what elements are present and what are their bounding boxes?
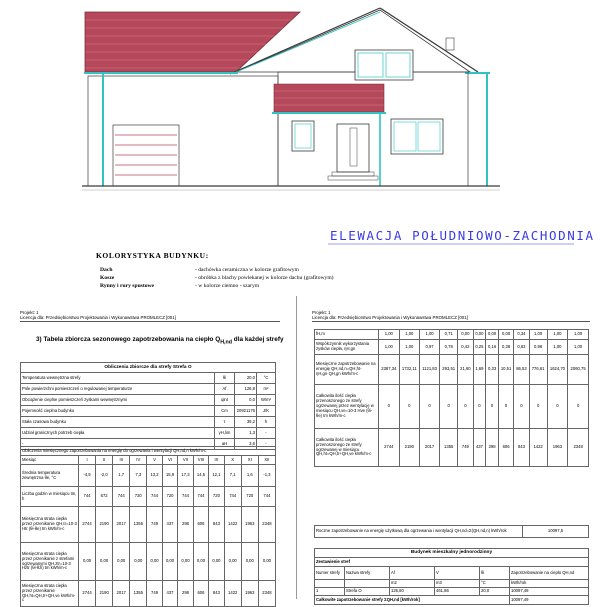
month-value: 0,16 — [486, 340, 499, 355]
month-value: 0 — [399, 385, 419, 429]
param-value: 3,6 — [235, 439, 257, 450]
month-value: 1732,11 — [399, 355, 419, 385]
month-value: 1,00 — [399, 340, 419, 355]
zone-params-table — [20, 362, 276, 450]
month-value: 749 — [147, 507, 162, 543]
month-value: 0,33 — [486, 355, 499, 385]
month-value: 1355 — [440, 429, 458, 467]
zone-total-row — [315, 596, 589, 605]
color-value: - dachówka ceramiczna w kolorze grafitowym — [195, 267, 299, 273]
header-divider — [20, 321, 280, 322]
month-header-row — [21, 456, 276, 465]
month-value: 0 — [473, 385, 486, 429]
row-label: Całkowita ilość ciepła przenoszonego ze strefy ogrzewanej przez wentylację w miesiącu QH,ve=10-3 Hve (θi-θe) tm kWh/m-c — [315, 385, 379, 429]
license-line: Licencja dla: Przedsiębiorstwo Projektowania i Wykonawstwa PROMLECZ [001] — [20, 315, 176, 320]
param-name: - — [21, 439, 215, 450]
month-value: 1422 — [224, 507, 241, 543]
param-unit: - — [257, 439, 276, 450]
param-unit: J/K — [257, 406, 276, 417]
color-value: - w kolorze ciemno - szarym — [195, 283, 260, 289]
month-value: 1,00 — [379, 330, 400, 340]
month-value: 0,78 — [440, 340, 458, 355]
month-value: 843 — [209, 581, 224, 607]
table-row — [21, 465, 276, 487]
month-value: 0 — [547, 385, 568, 429]
month-header-cell: X — [224, 456, 241, 465]
month-header-cell: VIII — [193, 456, 208, 465]
color-label: Rynny i rury spustowe — [100, 283, 155, 289]
month-header-cell: V — [147, 456, 162, 465]
month-value: 293,51 — [440, 355, 458, 385]
month-value: 749 — [458, 429, 473, 467]
month-value: 2744 — [79, 507, 96, 543]
monthly-caption: Obliczenia miesięcznego zapotrzebowania na energię do ogrzewania i wentylacji QH,nd,n kWh/m-c — [21, 447, 276, 456]
zone-col-header: Zapotrzebowanie na ciepło QH,nd — [510, 567, 589, 580]
section-title-sub: H,nd — [220, 339, 233, 346]
zone-cell: 20,0 — [480, 588, 510, 596]
month-value: 606 — [193, 581, 208, 607]
month-header-cell: I — [79, 456, 96, 465]
param-unit: h — [257, 417, 276, 428]
param-value: 20921176 — [235, 406, 257, 417]
month-value: 0,00 — [130, 543, 147, 581]
zones-title: Zestawienie stref — [315, 558, 589, 567]
garage-door — [113, 125, 179, 186]
param-name: Udział granicznych potrzeb ciepła — [21, 428, 215, 439]
total-value: 10097,49 — [510, 596, 589, 605]
param-symbol: Af — [215, 384, 235, 395]
month-value: 606 — [193, 507, 208, 543]
table-row — [315, 330, 589, 340]
zone-cell: 461,86 — [435, 588, 480, 596]
right-window — [391, 119, 443, 154]
month-value: 1,00 — [419, 330, 439, 340]
color-value: - obróbka z blachy powlekanej w kolorze dachu (grafitowym) — [195, 275, 334, 281]
month-value: 0,00 — [458, 330, 473, 340]
license-line: Licencja dla: Przedsiębiorstwo Projektowania i Wykonawstwa PROMLECZ [001] — [312, 315, 468, 320]
table-row — [21, 384, 276, 395]
month-value: 0,00 — [79, 543, 96, 581]
month-value: 0,42 — [458, 340, 473, 355]
month-value: 2348 — [258, 581, 275, 607]
table-row — [21, 428, 276, 439]
param-name: Obciążenie cieplne pomieszczeń zyskami wewnętrznymi — [21, 395, 215, 406]
month-value: 10,51 — [498, 355, 513, 385]
month-value: 0,96 — [529, 340, 547, 355]
month-value: 437 — [162, 581, 177, 607]
month-value: 744 — [193, 487, 208, 507]
zone-col-header: V — [435, 567, 480, 580]
param-name: Pojemność cieplna budynku — [21, 406, 215, 417]
zone-row — [315, 588, 589, 596]
month-value: 0 — [529, 385, 547, 429]
table-row — [21, 507, 276, 543]
month-value: 437 — [473, 429, 486, 467]
month-value: 0,00 — [96, 543, 113, 581]
entry-door — [337, 124, 369, 172]
color-row-gutters — [100, 283, 259, 289]
param-value: 0,0 — [235, 395, 257, 406]
month-value: 2017 — [113, 581, 130, 607]
month-value: 0 — [514, 385, 529, 429]
building-title: Budynek mieszkalny jednorodzinny — [315, 549, 589, 558]
month-value: 0,00 — [147, 543, 162, 581]
month-value: 0,00 — [241, 543, 258, 581]
row-label: Całkowita ilość ciepła przenoszonego ze strefy ogrzewanej w miesiącu QH,ht=QH,tr+QH,ve kWh/m-c — [315, 429, 379, 467]
param-unit: - — [257, 428, 276, 439]
color-row-valleys — [100, 275, 334, 281]
row-label: Miesięczne zapotrzebowanie na energię QH,nd,n=QH,ht-ηH,gn·QH,gn kWh/m-c — [315, 355, 379, 385]
month-value: 720 — [241, 487, 258, 507]
param-symbol: θi — [215, 373, 235, 384]
month-value: 0,00 — [473, 330, 486, 340]
month-value: 1121,83 — [419, 355, 439, 385]
month-value: 0 — [486, 385, 499, 429]
zone-col-header: Af — [390, 567, 435, 580]
month-header-cell: VI — [162, 456, 177, 465]
param-symbol: τ — [215, 417, 235, 428]
month-header-cell: IV — [130, 456, 147, 465]
month-value: 0,00 — [224, 543, 241, 581]
zone-unit — [315, 580, 345, 588]
month-value: 437 — [162, 507, 177, 543]
table-row — [315, 355, 589, 385]
table-row — [315, 429, 589, 467]
row-label: fH,m — [315, 330, 379, 340]
zone-cell: Strefa O — [345, 588, 390, 596]
month-value: 13,2 — [147, 465, 162, 487]
month-header-cell: XII — [258, 456, 275, 465]
month-value: 1,00 — [547, 330, 568, 340]
month-value: 1422 — [224, 581, 241, 607]
zone-cell: 10097,49 — [510, 588, 589, 596]
param-unit: °C — [257, 373, 276, 384]
param-symbol: Cm — [215, 406, 235, 417]
month-value: 298 — [178, 581, 193, 607]
section-title-text: 3) Tabela zbiorcza sezonowego zapotrzebowania na ciepło Q — [36, 336, 221, 343]
month-value: 1,6 — [241, 465, 258, 487]
param-value: 126,8 — [235, 384, 257, 395]
chimney — [446, 38, 454, 50]
row-label: Współczynnik wykorzystania zysków ciepła, ηH,gn — [315, 340, 379, 355]
month-value: 0,00 — [498, 330, 513, 340]
colors-title: KOLORYSTYKA BUDYNKU: — [96, 251, 209, 260]
zone-col-header: Numer strefy — [315, 567, 345, 580]
month-value: 2348 — [568, 429, 589, 467]
table-row — [21, 406, 276, 417]
color-row-roof — [100, 267, 299, 273]
month-value: 1,00 — [568, 340, 589, 355]
table-row — [315, 526, 589, 538]
annual-demand-table — [314, 525, 589, 538]
month-value: 0,00 — [209, 543, 224, 581]
house-elevation — [0, 0, 600, 296]
month-value: 2190 — [399, 429, 419, 467]
wall-left — [88, 76, 278, 186]
table-row — [21, 543, 276, 581]
month-value: 720 — [162, 487, 177, 507]
zone-unit: m2 — [390, 580, 435, 588]
month-value: 744 — [147, 487, 162, 507]
month-value: 7,3 — [130, 465, 147, 487]
param-unit: W/m² — [257, 395, 276, 406]
month-value: 0,36 — [498, 340, 513, 355]
month-value: 0,97 — [419, 340, 439, 355]
project-name: Projekt: 1 — [20, 310, 39, 315]
color-label: Kosze — [100, 275, 115, 281]
report-page-right — [304, 296, 600, 602]
month-value: 1624,70 — [547, 355, 568, 385]
month-value: 0,00 — [193, 543, 208, 581]
month-value: 1963 — [241, 507, 258, 543]
monthly-results-table — [314, 329, 589, 467]
section-title — [36, 336, 284, 345]
month-value: 749 — [147, 581, 162, 607]
month-value: 1,69 — [473, 355, 486, 385]
month-value: 1,00 — [547, 340, 568, 355]
param-value: 20,0 — [235, 373, 257, 384]
total-label: Całkowite zapotrzebowanie strefy ΣQH,nd [kWh/rok] — [315, 596, 510, 605]
month-value: 2017 — [419, 429, 439, 467]
month-value: 2190 — [96, 507, 113, 543]
month-header-cell: Miesiąc — [21, 456, 79, 465]
month-value: 1,7 — [113, 465, 130, 487]
month-value: 720 — [130, 487, 147, 507]
month-value: 86,53 — [514, 355, 529, 385]
month-value: 0 — [568, 385, 589, 429]
month-value: -2,0 — [96, 465, 113, 487]
table-title: Obliczenia zbiorcze dla strefy Strefa O — [21, 363, 276, 373]
month-value: 744 — [224, 487, 241, 507]
month-header-cell: II — [96, 456, 113, 465]
param-symbol: γH,lim — [215, 428, 235, 439]
month-value: 0 — [379, 385, 400, 429]
month-value: 7,1 — [224, 465, 241, 487]
page-header — [312, 310, 468, 320]
month-value: 1355 — [130, 507, 147, 543]
zone-unit: kWh/rok — [510, 580, 589, 588]
page-header — [20, 310, 176, 320]
month-value: 0,63 — [514, 340, 529, 355]
month-value: 843 — [209, 507, 224, 543]
month-value: 2744 — [379, 429, 400, 467]
month-value: 744 — [113, 487, 130, 507]
param-symbol: qint — [215, 395, 235, 406]
month-value: 0,00 — [113, 543, 130, 581]
month-value: 0,00 — [178, 543, 193, 581]
month-value: 744 — [178, 487, 193, 507]
month-value: 744 — [79, 487, 96, 507]
month-value: 0 — [419, 385, 439, 429]
param-name: Stała czasowa budynku — [21, 417, 215, 428]
row-label: Miesięczna strata ciepła przez przenikanie QH,tr=10-3 Htr (θi-θe) tm kWh/m-c — [21, 507, 79, 543]
param-value: 39,2 — [235, 417, 257, 428]
month-value: 0 — [458, 385, 473, 429]
month-value: 21,60 — [458, 355, 473, 385]
month-value: 0,25 — [473, 340, 486, 355]
param-value: 1,3 — [235, 428, 257, 439]
table-row — [21, 417, 276, 428]
main-roof — [85, 12, 300, 72]
month-value: 2367,34 — [379, 355, 400, 385]
attic-window — [355, 50, 413, 80]
month-value: 0,71 — [440, 330, 458, 340]
month-value: 15,9 — [162, 465, 177, 487]
zone-col-header: Nazwa strefy — [345, 567, 390, 580]
zone-unit: m3 — [435, 580, 480, 588]
month-value: -1,3 — [258, 465, 275, 487]
month-value: 1963 — [241, 581, 258, 607]
color-label: Dach — [100, 267, 113, 273]
row-label: Średnia temperatura zewnętrzna θe, °C — [21, 465, 79, 487]
month-value: 298 — [486, 429, 499, 467]
month-value: 606 — [498, 429, 513, 467]
month-value: -4,9 — [79, 465, 96, 487]
zone-header-row — [315, 567, 589, 580]
month-value: 1,00 — [568, 330, 589, 340]
table-row — [315, 340, 589, 355]
zone-col-header: θi — [480, 567, 510, 580]
zone-unit — [345, 580, 390, 588]
month-header-cell: III — [113, 456, 130, 465]
param-name: Pole powierzchni pomieszczeń o regulowanej temperaturze — [21, 384, 215, 395]
month-value: 0,00 — [258, 543, 275, 581]
month-value: 0 — [498, 385, 513, 429]
month-value: 1,00 — [399, 330, 419, 340]
annual-label: Roczne zapotrzebowanie na energię użytkową dla ogrzewania i wentylacji QH,nd=Σ(QH,nd,n) kWh/rok — [315, 526, 523, 538]
month-value: 843 — [514, 429, 529, 467]
report-page-left — [0, 296, 297, 603]
param-symbol: aH — [215, 439, 235, 450]
month-value: 14,5 — [193, 465, 208, 487]
table-row — [315, 385, 589, 429]
table-row — [21, 581, 276, 607]
month-value: 2060,75 — [568, 355, 589, 385]
month-value: 1,00 — [379, 340, 400, 355]
month-header-cell: IX — [209, 456, 224, 465]
table-row — [21, 395, 276, 406]
zone-unit-row — [315, 580, 589, 588]
section-title-end: dla każdej strefy — [232, 336, 284, 343]
zone-unit: °C — [480, 580, 510, 588]
elevation-drawing — [0, 0, 600, 296]
month-header-cell: VII — [178, 456, 193, 465]
zone-cell: 126,80 — [390, 588, 435, 596]
param-unit: m² — [257, 384, 276, 395]
month-value: 0 — [440, 385, 458, 429]
month-value: 720 — [209, 487, 224, 507]
month-value: 0,34 — [514, 330, 529, 340]
month-header-cell: XI — [241, 456, 258, 465]
zones-summary-table — [314, 548, 589, 605]
zone-cell: 1 — [315, 588, 345, 596]
month-value: 2190 — [96, 581, 113, 607]
month-value: 1355 — [130, 581, 147, 607]
table-row — [21, 487, 276, 507]
month-value: 298 — [178, 507, 193, 543]
month-value: 1422 — [529, 429, 547, 467]
row-label: Miesięczna strata ciepła przez przenikanie QH,ht=QH,tr+QH,ve kWh/m-c — [21, 581, 79, 607]
table-row — [21, 373, 276, 384]
month-value: 744 — [258, 487, 275, 507]
project-name: Projekt: 1 — [312, 310, 331, 315]
elevation-title: ELEWACJA POŁUDNIOWO-ZACHODNIA — [330, 228, 595, 243]
header-divider — [312, 321, 590, 322]
month-value: 2744 — [79, 581, 96, 607]
month-value: 672 — [96, 487, 113, 507]
month-value: 0,00 — [162, 543, 177, 581]
row-label: Liczba godzin w miesiącu tm, h — [21, 487, 79, 507]
month-value: 2348 — [258, 507, 275, 543]
month-value: 1963 — [547, 429, 568, 467]
row-label: Miesięczna strata ciepła przez przenikanie z strefami ogrzewanymi QH,ztr=10-3 Hztr (θi-θzi) tm kWh/m-c — [21, 543, 79, 581]
annual-value: 10097,5 — [523, 526, 589, 538]
month-value: 776,61 — [529, 355, 547, 385]
month-value: 1,00 — [529, 330, 547, 340]
month-value: 0,00 — [486, 330, 499, 340]
month-value: 17,3 — [178, 465, 193, 487]
param-name: Temperatura wewnętrzna strefy — [21, 373, 215, 384]
monthly-table — [20, 446, 276, 607]
month-value: 12,1 — [209, 465, 224, 487]
month-value: 2017 — [113, 507, 130, 543]
